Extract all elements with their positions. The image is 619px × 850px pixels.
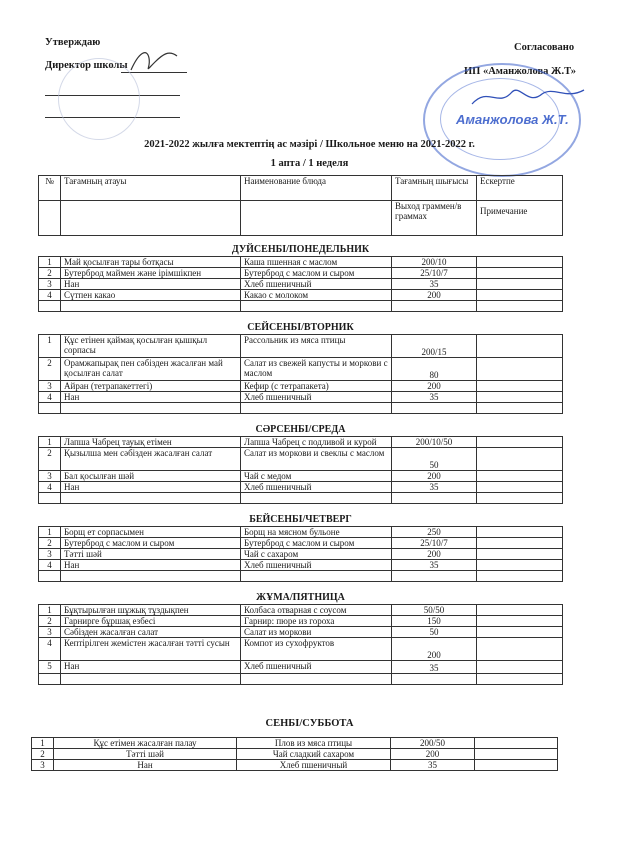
dish-yield: 200	[392, 638, 477, 661]
blank-cell	[241, 571, 392, 582]
dish-name-ru: Салат из моркови	[241, 627, 392, 638]
row-number: 3	[39, 549, 61, 560]
header-blank	[61, 201, 241, 236]
table-row	[39, 381, 563, 392]
dish-name-kz: Құс етінен қаймақ қосылған қышқыл сорпасы	[61, 335, 241, 358]
row-number: 4	[39, 482, 61, 493]
dish-note	[477, 482, 563, 493]
col-num-header: №	[39, 176, 61, 201]
blank-cell	[477, 403, 563, 414]
dish-name-kz: Сүтпен какао	[61, 290, 241, 301]
dish-yield: 200/15	[392, 335, 477, 358]
day-header-row	[39, 582, 563, 605]
day-header-row	[39, 504, 563, 527]
dish-note	[477, 616, 563, 627]
blank-cell	[392, 403, 477, 414]
table-row	[39, 268, 563, 279]
dish-note	[477, 437, 563, 448]
dish-name-ru: Хлеб пшеничный	[241, 560, 392, 571]
dish-name-ru: Какао с молоком	[241, 290, 392, 301]
page-title: 2021-2022 жылға мектептің ас мәзірі / Школьное меню на 2021-2022 г.	[144, 139, 475, 150]
row-number: 3	[39, 627, 61, 638]
day-header-row	[39, 414, 563, 437]
blank-cell	[477, 301, 563, 312]
table-row	[39, 527, 563, 538]
table-row	[32, 749, 558, 760]
dish-name-kz: Нан	[54, 760, 237, 771]
dish-yield: 50/50	[392, 605, 477, 616]
row-number: 1	[39, 605, 61, 616]
dish-name-ru: Салат из моркови и свеклы с маслом	[241, 448, 392, 471]
dish-name-kz: Құс етімен жасалған палау	[54, 738, 237, 749]
dish-name-ru: Рассольник из мяса птицы	[241, 335, 392, 358]
blank-row	[39, 301, 563, 312]
dish-name-kz: Нан	[61, 661, 241, 674]
dish-name-kz: Гарнирге бұршақ езбесі	[61, 616, 241, 627]
dish-note	[477, 661, 563, 674]
dish-note	[475, 760, 558, 771]
table-row	[39, 257, 563, 268]
row-number: 1	[32, 738, 54, 749]
dish-note	[477, 392, 563, 403]
saturday-table	[31, 737, 558, 771]
row-number: 1	[39, 437, 61, 448]
dish-yield: 250	[392, 527, 477, 538]
director-signature	[125, 44, 185, 78]
dish-name-ru: Борщ на мясном бульоне	[241, 527, 392, 538]
table-row	[39, 627, 563, 638]
dish-yield: 35	[392, 392, 477, 403]
dish-yield: 200/10	[392, 257, 477, 268]
dish-name-ru: Гарнир: пюре из гороха	[241, 616, 392, 627]
dish-name-ru: Чай с медом	[241, 471, 392, 482]
dish-note	[477, 638, 563, 661]
dish-name-kz: Бутерброд с маслом и сыром	[61, 538, 241, 549]
row-number: 2	[39, 616, 61, 627]
table-row	[39, 290, 563, 301]
dish-name-kz: Айран (тетрапакеттегі)	[61, 381, 241, 392]
ip-signature	[468, 82, 588, 112]
table-row	[32, 738, 558, 749]
dish-name-kz: Май қосылған тары ботқасы	[61, 257, 241, 268]
dish-note	[477, 358, 563, 381]
row-number: 1	[39, 527, 61, 538]
agree-label: Согласовано	[514, 42, 575, 53]
blank-row	[39, 674, 563, 685]
table-row	[39, 392, 563, 403]
dish-name-kz: Бұқтырылған шұжық тұздықпен	[61, 605, 241, 616]
dish-name-ru: Хлеб пшеничный	[241, 482, 392, 493]
table-row	[39, 335, 563, 358]
dish-name-ru: Хлеб пшеничный	[241, 661, 392, 674]
dish-yield: 50	[392, 448, 477, 471]
dish-yield: 200/50	[391, 738, 475, 749]
dish-name-ru: Бутерброд с маслом и сыром	[241, 538, 392, 549]
dish-name-ru: Каша пшенная с маслом	[241, 257, 392, 268]
dish-name-kz: Тәтті шәй	[61, 549, 241, 560]
blank-cell	[39, 403, 61, 414]
dish-name-ru: Кефир (с тетрапакета)	[241, 381, 392, 392]
blank-row	[39, 571, 563, 582]
row-number: 4	[39, 290, 61, 301]
day-title: СЕЙСЕНБІ/ВТОРНИК	[39, 312, 563, 335]
dish-name-kz: Бутерброд маймен және ірімшікпен	[61, 268, 241, 279]
blank-row	[39, 493, 563, 504]
dish-note	[477, 381, 563, 392]
dish-name-ru: Чай с сахаром	[241, 549, 392, 560]
table-row	[39, 605, 563, 616]
blank-cell	[61, 403, 241, 414]
table-row	[39, 560, 563, 571]
dish-yield: 200	[392, 381, 477, 392]
dish-yield: 200	[392, 471, 477, 482]
blank-cell	[61, 571, 241, 582]
dish-name-ru: Колбаса отварная с соусом	[241, 605, 392, 616]
dish-name-ru: Салат из свежей капусты и моркови с маслом	[241, 358, 392, 381]
blank-cell	[477, 674, 563, 685]
blank-row	[39, 403, 563, 414]
saturday-title: СЕНБІ/СУББОТА	[265, 718, 354, 729]
row-number: 3	[39, 279, 61, 290]
row-number: 3	[39, 381, 61, 392]
blank-cell	[477, 571, 563, 582]
dish-yield: 35	[392, 560, 477, 571]
dish-name-kz: Лапша Чабрец тауық етімен	[61, 437, 241, 448]
col-yield-kz-header: Тағамның шығысы	[392, 176, 477, 201]
dish-name-kz: Қызылша мен сәбізден жасалған салат	[61, 448, 241, 471]
dish-yield: 80	[392, 358, 477, 381]
blank-cell	[392, 674, 477, 685]
row-number: 2	[32, 749, 54, 760]
dish-yield: 200	[392, 549, 477, 560]
dish-note	[477, 448, 563, 471]
table-row	[32, 760, 558, 771]
blank-cell	[39, 493, 61, 504]
day-header-row	[39, 312, 563, 335]
table-row	[39, 549, 563, 560]
dish-yield: 150	[392, 616, 477, 627]
blank-cell	[241, 301, 392, 312]
row-number: 2	[39, 268, 61, 279]
blank-cell	[39, 674, 61, 685]
dish-name-ru: Лапша Чабрец с подливой и курой	[241, 437, 392, 448]
blank-cell	[61, 493, 241, 504]
week-title: 1 апта / 1 неделя	[270, 158, 349, 169]
dish-note	[477, 279, 563, 290]
row-number: 2	[39, 538, 61, 549]
table-row	[39, 661, 563, 674]
dish-name-kz: Борщ ет сорпасымен	[61, 527, 241, 538]
dish-yield: 35	[392, 482, 477, 493]
dish-name-ru: Компот из сухофруктов	[241, 638, 392, 661]
table-row	[39, 358, 563, 381]
day-header-row	[39, 236, 563, 257]
col-note-ru-header: Примечание	[477, 201, 563, 236]
row-number: 4	[39, 560, 61, 571]
dish-name-ru: Плов из мяса птицы	[237, 738, 391, 749]
blank-cell	[61, 301, 241, 312]
col-note-kz-header: Ескертпе	[477, 176, 563, 201]
row-number: 1	[39, 257, 61, 268]
col-name-ru-header: Наименование блюда	[241, 176, 392, 201]
dish-note	[477, 560, 563, 571]
dish-note	[477, 527, 563, 538]
dish-name-kz: Сәбізден жасалған салат	[61, 627, 241, 638]
blank-cell	[61, 674, 241, 685]
dish-note	[477, 605, 563, 616]
header-blank	[39, 201, 61, 236]
row-number: 3	[39, 471, 61, 482]
row-number: 3	[32, 760, 54, 771]
dish-name-ru: Чай сладкий сахаром	[237, 749, 391, 760]
table-row	[39, 638, 563, 661]
dish-note	[477, 549, 563, 560]
col-yield-ru-header: Выход граммен/в граммах	[392, 201, 477, 236]
dish-note	[477, 471, 563, 482]
blank-cell	[392, 301, 477, 312]
day-title: ДУЙСЕНБІ/ПОНЕДЕЛЬНИК	[39, 236, 563, 257]
ip-label: ИП «Аманжолова Ж.Т»	[464, 66, 577, 77]
blank-cell	[241, 674, 392, 685]
blank-cell	[39, 571, 61, 582]
approve-label: Утверждаю	[45, 37, 101, 48]
table-header-row	[39, 176, 563, 201]
dish-name-kz: Нан	[61, 392, 241, 403]
dish-note	[477, 268, 563, 279]
dish-note	[477, 335, 563, 358]
col-name-kz-header: Тағамның атауы	[61, 176, 241, 201]
row-number: 5	[39, 661, 61, 674]
dish-yield: 35	[392, 661, 477, 674]
blank-cell	[392, 571, 477, 582]
blank-cell	[392, 493, 477, 504]
day-title: СӘРСЕНБІ/СРЕДА	[39, 414, 563, 437]
row-number: 1	[39, 335, 61, 358]
dish-name-ru: Хлеб пшеничный	[241, 279, 392, 290]
blank-cell	[241, 403, 392, 414]
dish-note	[475, 749, 558, 760]
dish-yield: 35	[392, 279, 477, 290]
blank-cell	[39, 301, 61, 312]
blank-cell	[241, 493, 392, 504]
dish-yield: 35	[391, 760, 475, 771]
table-row	[39, 482, 563, 493]
dish-name-kz: Нан	[61, 560, 241, 571]
dish-yield: 25/10/7	[392, 538, 477, 549]
table-row	[39, 471, 563, 482]
dish-name-kz: Кептірілген жемістен жасалған тәтті сусын	[61, 638, 241, 661]
table-row	[39, 437, 563, 448]
dish-name-kz: Тәтті шәй	[54, 749, 237, 760]
day-title: ЖҰМА/ПЯТНИЦА	[39, 582, 563, 605]
dish-name-ru: Хлеб пшеничный	[241, 392, 392, 403]
table-row	[39, 279, 563, 290]
dish-name-kz: Орамжапырақ пен сәбізден жасалған май қосылған салат	[61, 358, 241, 381]
dish-note	[477, 257, 563, 268]
dish-name-kz: Нан	[61, 482, 241, 493]
table-row	[39, 448, 563, 471]
dish-note	[477, 627, 563, 638]
row-number: 2	[39, 448, 61, 471]
menu-table	[38, 175, 563, 685]
dish-note	[477, 538, 563, 549]
director-label: Директор школы	[45, 60, 128, 71]
blank-cell	[477, 493, 563, 504]
dish-note	[477, 290, 563, 301]
dish-name-ru: Хлеб пшеничный	[237, 760, 391, 771]
dish-yield: 200/10/50	[392, 437, 477, 448]
row-number: 4	[39, 638, 61, 661]
dish-note	[475, 738, 558, 749]
dish-yield: 25/10/7	[392, 268, 477, 279]
table-header-row	[39, 201, 563, 236]
dish-name-kz: Нан	[61, 279, 241, 290]
dish-yield: 200	[392, 290, 477, 301]
day-title: БЕЙСЕНБІ/ЧЕТВЕРГ	[39, 504, 563, 527]
dish-yield: 200	[391, 749, 475, 760]
row-number: 2	[39, 358, 61, 381]
header-blank	[241, 201, 392, 236]
table-row	[39, 538, 563, 549]
dish-name-kz: Бал қосылған шәй	[61, 471, 241, 482]
dish-name-ru: Бутерброд с маслом и сыром	[241, 268, 392, 279]
table-row	[39, 616, 563, 627]
row-number: 4	[39, 392, 61, 403]
dish-yield: 50	[392, 627, 477, 638]
stamp-text: Аманжолова Ж.Т.	[456, 112, 569, 127]
